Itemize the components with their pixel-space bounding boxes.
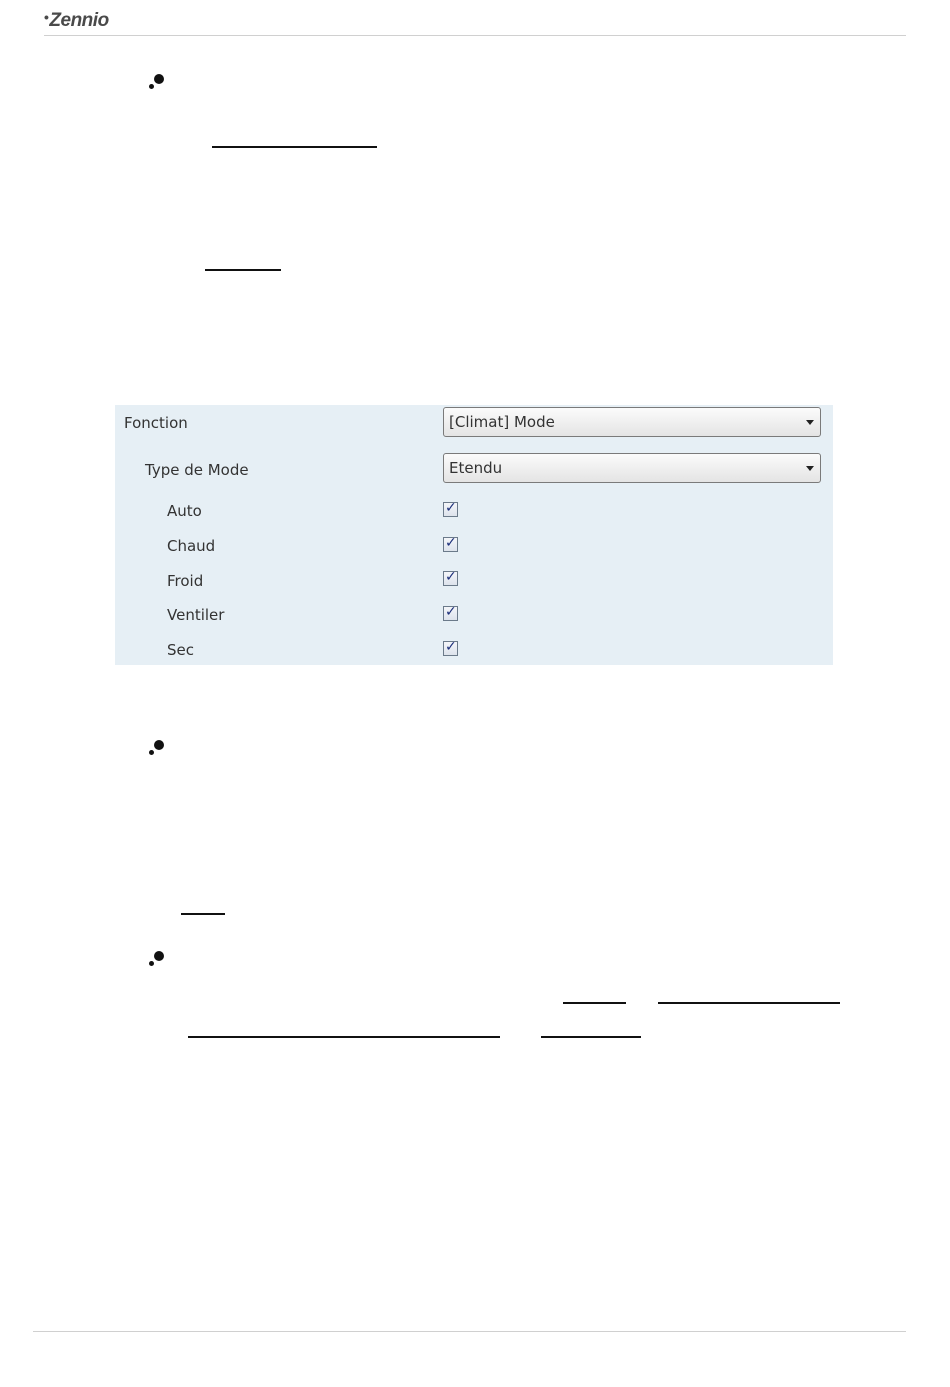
froid-checkbox[interactable]: [443, 571, 458, 586]
bullet-icon: [149, 74, 165, 90]
bullet-icon: [149, 740, 165, 756]
check-icon: ✓: [445, 535, 457, 551]
logo-dot-icon: •: [44, 9, 49, 25]
underline: [181, 913, 225, 915]
logo-text: Zennio: [49, 10, 109, 31]
fonction-dropdown-value: [Climat] Mode: [449, 413, 555, 431]
parameter-panel: [115, 405, 833, 665]
underline: [563, 1002, 626, 1004]
header-divider: [44, 35, 906, 36]
bullet-icon: [149, 951, 165, 967]
underline: [188, 1036, 500, 1038]
header-logo: [44, 10, 109, 32]
auto-label: Auto: [167, 502, 202, 520]
ventiler-checkbox[interactable]: [443, 606, 458, 621]
footer-divider: [33, 1331, 906, 1332]
underline: [212, 146, 377, 148]
check-icon: ✓: [445, 639, 457, 655]
check-icon: ✓: [445, 500, 457, 516]
check-icon: ✓: [445, 604, 457, 620]
type-de-mode-dropdown[interactable]: [443, 453, 821, 483]
fonction-label: Fonction: [124, 414, 188, 432]
underline: [541, 1036, 641, 1038]
underline: [658, 1002, 840, 1004]
underline: [205, 269, 281, 271]
chaud-label: Chaud: [167, 537, 216, 555]
fonction-dropdown[interactable]: [443, 407, 821, 437]
type-de-mode-dropdown-value: Etendu: [449, 459, 503, 477]
auto-checkbox[interactable]: [443, 502, 458, 517]
froid-label: Froid: [167, 572, 204, 590]
sec-checkbox[interactable]: [443, 641, 458, 656]
type-de-mode-label: Type de Mode: [145, 461, 249, 479]
chevron-down-icon: [806, 420, 814, 425]
check-icon: ✓: [445, 569, 457, 585]
chaud-checkbox[interactable]: [443, 537, 458, 552]
ventiler-label: Ventiler: [167, 606, 225, 624]
sec-label: Sec: [167, 641, 194, 659]
chevron-down-icon: [806, 466, 814, 471]
